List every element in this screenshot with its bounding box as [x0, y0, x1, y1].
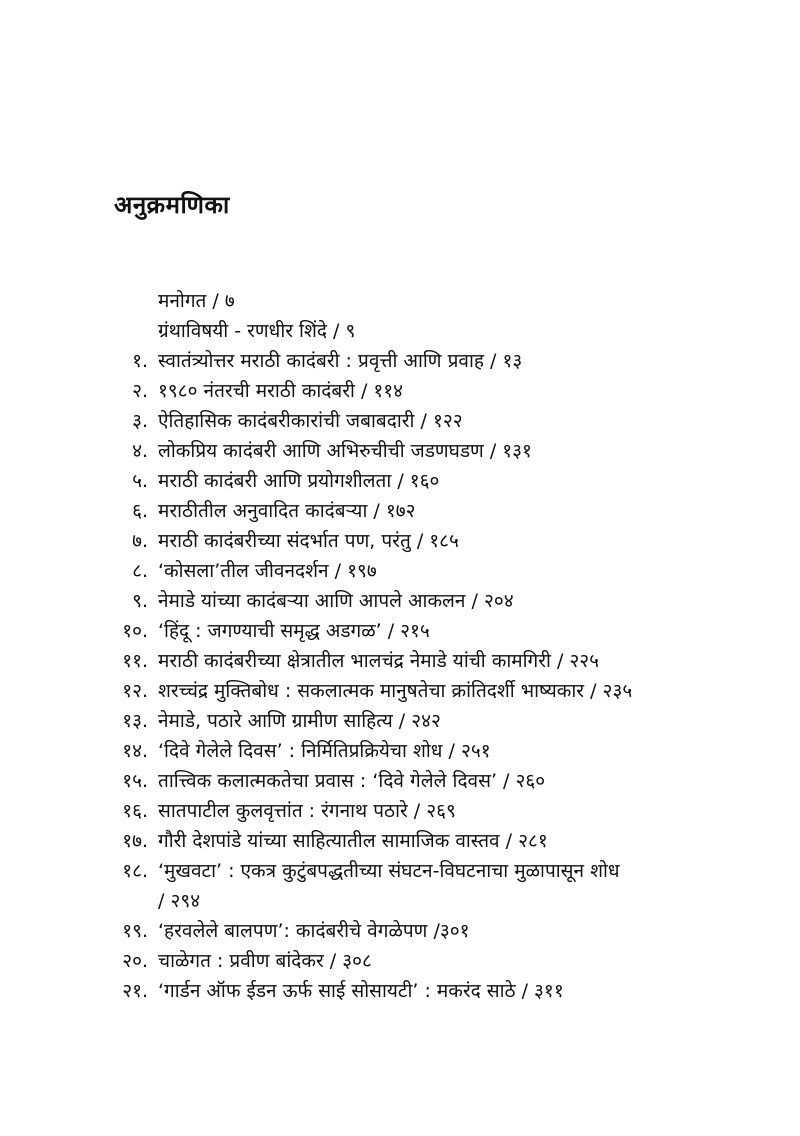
- entry-number: १५.: [122, 770, 148, 792]
- front-matter-title: ग्रंथाविषयी - रणधीर शिंदे / ९: [158, 320, 356, 342]
- entry-number: ३.: [132, 410, 148, 432]
- entry-number: ८.: [132, 560, 148, 582]
- toc-entry: [0, 526, 800, 556]
- front-matter-title: मनोगत / ७: [158, 290, 235, 312]
- toc-entry: [0, 856, 800, 916]
- entry-title: चाळेगत : प्रवीण बांदेकर / ३०८: [158, 950, 372, 972]
- entry-number: २.: [132, 380, 148, 402]
- entry-number: २०.: [122, 950, 148, 972]
- toc-entry: [0, 496, 800, 526]
- entry-title: ‘कोसला’तील जीवनदर्शन / १९७: [158, 560, 377, 582]
- entry-title: मराठी कादंबरी आणि प्रयोगशीलता / १६०: [158, 470, 440, 492]
- entry-number: १७.: [122, 830, 148, 852]
- entry-number: १०.: [122, 620, 148, 642]
- entry-number: १८.: [122, 860, 148, 882]
- entry-title: शरच्चंद्र मुक्तिबोध : सकलात्मक मानुषतेचा क्रांतिदर्शी भाष्यकार / २३५: [158, 680, 633, 702]
- toc-entry: [0, 586, 800, 616]
- toc-entry: [0, 736, 800, 766]
- entry-number: ५.: [132, 470, 148, 492]
- toc-entry: [0, 946, 800, 976]
- entry-title: लोकप्रिय कादंबरी आणि अभिरुचीची जडणघडण / १३१: [158, 440, 532, 462]
- entry-title: ‘हरवलेले बालपण’: कादंबरीचे वेगळेपण /३०१: [158, 920, 470, 942]
- toc-entry: [0, 976, 800, 1006]
- toc-entry: [0, 376, 800, 406]
- entry-title: मराठीतील अनुवादित कादंबऱ्या / १७२: [158, 500, 416, 522]
- entry-title: ‘हिंदू : जगण्याची समृद्ध अडगळ’ / २१५: [158, 620, 430, 642]
- entry-number: १२.: [122, 680, 148, 702]
- toc-entry: [0, 556, 800, 586]
- toc-entry: [0, 796, 800, 826]
- entry-number: ११.: [122, 650, 148, 672]
- entry-title: नेमाडे, पठारे आणि ग्रामीण साहित्य / २४२: [158, 710, 441, 732]
- entry-number: १.: [132, 350, 148, 372]
- entry-title: १९८० नंतरची मराठी कादंबरी / ११४: [158, 380, 404, 402]
- toc-entry: [0, 916, 800, 946]
- entry-title: ‘दिवे गेलेले दिवस’ : निर्मितिप्रक्रियेचा शोध / २५१: [158, 740, 491, 762]
- entry-number: २१.: [122, 980, 148, 1002]
- table-of-contents: [0, 286, 800, 1006]
- entry-title: मराठी कादंबरीच्या संदर्भात पण, परंतु / १८५: [158, 530, 459, 552]
- entry-title: सातपाटील कुलवृत्तांत : रंगनाथ पठारे / २६९: [158, 800, 456, 822]
- page-title: अनुक्रमणिका: [114, 191, 230, 219]
- entry-number: ७.: [132, 530, 148, 552]
- toc-entry: [0, 826, 800, 856]
- toc-entry: [0, 676, 800, 706]
- entry-title: तात्त्विक कलात्मकतेचा प्रवास : ‘दिवे गेलेले दिवस’ / २६०: [158, 770, 546, 792]
- entry-title: नेमाडे यांच्या कादंबऱ्या आणि आपले आकलन / २०४: [158, 590, 514, 612]
- entry-title: ऐतिहासिक कादंबरीकारांची जबाबदारी / १२२: [158, 410, 463, 432]
- toc-entry: [0, 616, 800, 646]
- toc-entry: [0, 466, 800, 496]
- toc-entry: [0, 346, 800, 376]
- toc-entry: [0, 646, 800, 676]
- front-matter-item: [0, 316, 800, 346]
- entry-title: स्वातंत्र्योत्तर मराठी कादंबरी : प्रवृत्ती आणि प्रवाह / १३: [158, 350, 523, 372]
- entry-number: १३.: [122, 710, 148, 732]
- entry-number: ९.: [132, 590, 148, 612]
- toc-entry: [0, 406, 800, 436]
- entry-number: १६.: [122, 800, 148, 822]
- entry-number: ६.: [132, 500, 148, 522]
- entry-title: गौरी देशपांडे यांच्या साहित्यातील सामाजिक वास्तव / २८१: [158, 830, 548, 852]
- entry-number: ४.: [132, 440, 148, 462]
- toc-entry: [0, 766, 800, 796]
- entry-title: ‘गार्डन ऑफ ईडन ऊर्फ साई सोसायटी’ : मकरंद साठे / ३११: [158, 980, 564, 1002]
- front-matter-item: [0, 286, 800, 316]
- toc-entry: [0, 706, 800, 736]
- entry-number: १९.: [122, 920, 148, 942]
- entry-number: १४.: [122, 740, 148, 762]
- entry-title: मराठी कादंबरीच्या क्षेत्रातील भालचंद्र नेमाडे यांची कामगिरी / २२५: [158, 650, 600, 672]
- toc-entry: [0, 436, 800, 466]
- entry-title: ‘मुखवटा’ : एकत्र कुटुंबपद्धतीच्या संघटन-विघटनाचा मुळापासून शोध / २९४: [158, 860, 620, 912]
